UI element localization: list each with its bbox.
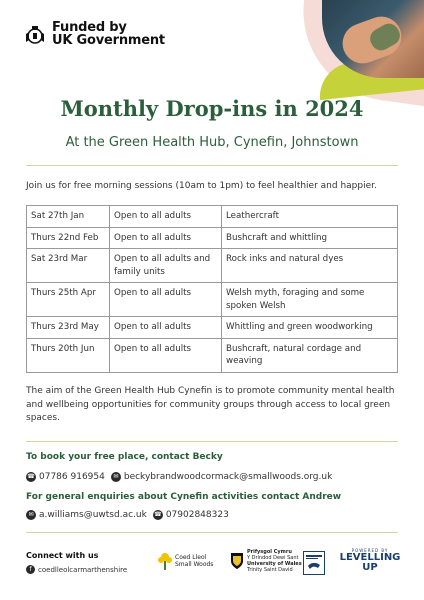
- dragon-icon: [304, 552, 324, 574]
- aim-paragraph: The aim of the Green Health Hub Cynefin is to promote community mental health and wellbeing opportunities for community groups through access to local green spaces.: [26, 386, 395, 423]
- phone-icon: ☎: [27, 473, 35, 480]
- logo4-line2: LEVELLING: [339, 552, 401, 563]
- intro-text: Join us for free morning sessions (10am to 1pm) to feel healthier and happier.: [26, 181, 377, 191]
- table-row: [27, 249, 398, 283]
- table-row: [27, 283, 398, 317]
- booking-contacts: [26, 472, 332, 482]
- uwtsd-logo: [230, 549, 302, 573]
- session-audience: Open to all adults: [110, 206, 222, 228]
- session-activity: Bushcraft and whittling: [222, 227, 398, 249]
- table-row: [27, 317, 398, 339]
- logo1-line1: Coed Lleol: [175, 554, 207, 561]
- booking-heading: To book your free place, contact Becky: [26, 452, 223, 462]
- social-handle-text[interactable]: coedlleolcarmarthenshire: [38, 565, 128, 574]
- session-activity: Bushcraft, natural cordage and weaving: [222, 338, 398, 372]
- logo2-line3: University of Wales: [247, 561, 302, 567]
- page-title: Monthly Drop-ins in 2024: [60, 96, 364, 121]
- session-date: Thurs 23rd May: [27, 317, 110, 339]
- royal-crest-icon: [24, 24, 46, 46]
- facebook-icon: f: [26, 565, 35, 574]
- levelling-up-logo: [338, 548, 402, 573]
- session-audience: Open to all adults: [110, 283, 222, 317]
- shield-icon: [230, 552, 244, 570]
- booking-email[interactable]: beckybrandwoodcormack@smallwoods.org.uk: [123, 472, 333, 482]
- coed-lleol-logo: [157, 551, 213, 571]
- enquiries-phone[interactable]: 07902848323: [165, 510, 229, 520]
- session-date: Thurs 20th Jun: [27, 338, 110, 372]
- welsh-government-logo: [303, 551, 325, 575]
- logo1-line2: Small Woods: [175, 561, 214, 568]
- session-audience: Open to all adults: [110, 317, 222, 339]
- email-icon: ✉: [26, 510, 36, 520]
- phone-icon: ☎: [154, 511, 162, 518]
- session-date: Thurs 25th Apr: [27, 283, 110, 317]
- logo2-line4: Trinity Saint David: [247, 567, 293, 573]
- funded-line-1: Funded by: [52, 20, 127, 35]
- session-activity: Whittling and green woodworking: [222, 317, 398, 339]
- enquiries-email[interactable]: a.williams@uwtsd.ac.uk: [39, 510, 147, 520]
- logo2-line2: Y Drindod Dewi Sant: [247, 555, 299, 561]
- session-audience: Open to all adults: [110, 338, 222, 372]
- session-audience: Open to all adults: [110, 227, 222, 249]
- table-row: [27, 227, 398, 249]
- schedule-table: [26, 205, 398, 373]
- enquiries-contacts: [26, 510, 229, 520]
- divider: [26, 441, 398, 442]
- session-date: Thurs 22nd Feb: [27, 227, 110, 249]
- session-activity: Welsh myth, foraging and some spoken Welsh: [222, 283, 398, 317]
- flower-icon: [157, 551, 173, 571]
- email-icon: ✉: [111, 472, 121, 482]
- session-date: Sat 23rd Mar: [27, 249, 110, 283]
- logo4-line1: POWERED BY: [351, 548, 389, 553]
- booking-phone[interactable]: 07786 916954: [39, 472, 105, 482]
- funded-line-2: UK Government: [52, 33, 165, 48]
- connect-heading: Connect with us: [26, 551, 99, 560]
- logo4-line3: UP: [362, 562, 378, 573]
- session-activity: Leathercraft: [222, 206, 398, 228]
- table-row: [27, 206, 398, 228]
- session-audience: Open to all adults and family units: [110, 249, 222, 283]
- divider: [26, 532, 398, 533]
- logo2-line1: Prifysgol Cymru: [247, 549, 292, 555]
- session-date: Sat 27th Jan: [27, 206, 110, 228]
- page-subtitle: At the Green Health Hub, Cynefin, Johnstown: [65, 135, 359, 150]
- session-activity: Rock inks and natural dyes: [222, 249, 398, 283]
- social-handle[interactable]: [26, 565, 127, 574]
- table-row: [27, 338, 398, 372]
- funded-by-uk-government: [52, 21, 165, 47]
- enquiries-heading: For general enquiries about Cynefin activities contact Andrew: [26, 492, 342, 502]
- divider: [26, 165, 398, 166]
